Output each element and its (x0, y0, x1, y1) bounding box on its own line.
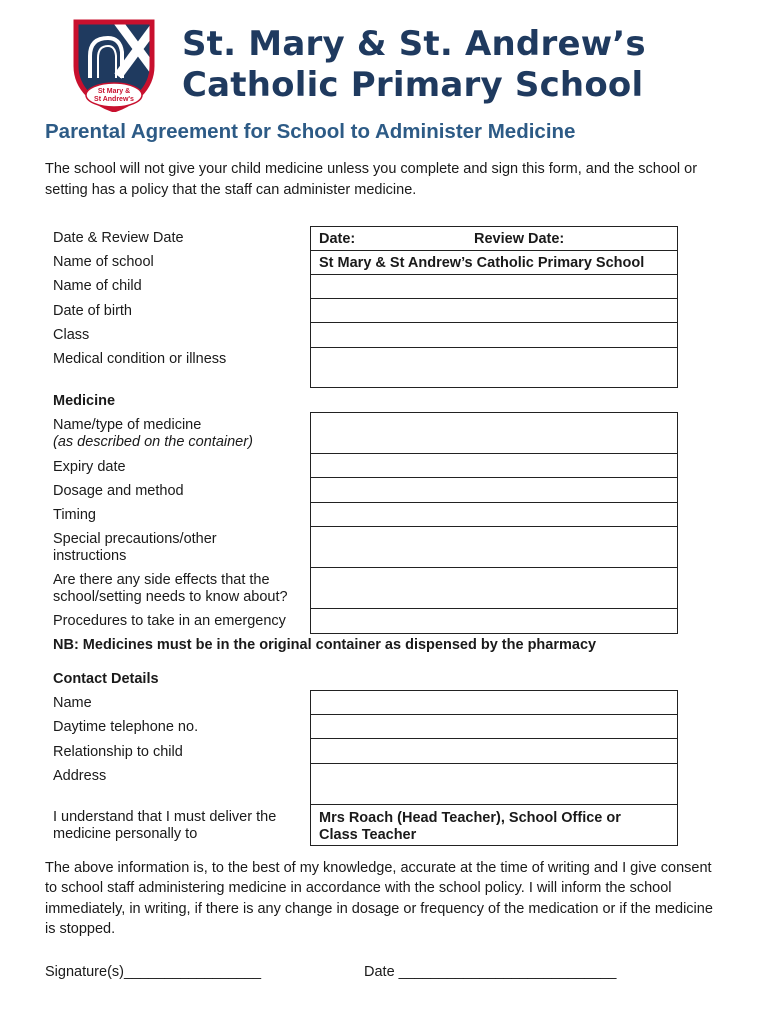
phone-label: Daytime telephone no. (53, 719, 199, 735)
declaration-text: The above information is, to the best of my knowledge, accurate at the time of writing and I give consent to school staff administering medicine in accordance with the school policy. I will inform the school immediately, in writing, if there is any change in dosage or frequency of the medication or if the medicine is stopped. (45, 860, 713, 937)
timing-field[interactable] (310, 502, 678, 527)
date-review-field[interactable] (310, 226, 678, 251)
deliver-to-field (310, 804, 678, 846)
relationship-field[interactable] (310, 738, 678, 764)
address-label: Address (53, 768, 107, 784)
school-name (182, 24, 646, 106)
condition-label: Medical condition or illness (53, 351, 227, 367)
date-box-label: Date: (319, 231, 356, 247)
deliver-label-1: I understand that I must deliver the (53, 809, 277, 825)
school-crest (68, 16, 160, 112)
form-title: Parental Agreement for School to Administer Medicine (45, 120, 576, 143)
school-name-value: St Mary & St Andrew’s Catholic Primary School (319, 255, 645, 271)
dosage-label: Dosage and method (53, 483, 184, 499)
review-date-box-label: Review Date: (474, 231, 565, 247)
school-name-line-2: Catholic Primary School (182, 65, 644, 105)
child-name-field[interactable] (310, 274, 678, 299)
dob-field[interactable] (310, 298, 678, 323)
medicine-heading: Medicine (53, 393, 116, 409)
svg-text:St Andrew's: St Andrew's (94, 96, 134, 103)
timing-label: Timing (53, 507, 96, 523)
expiry-field[interactable] (310, 453, 678, 478)
procedures-field[interactable] (310, 608, 678, 634)
class-field[interactable] (310, 322, 678, 348)
dob-label: Date of birth (53, 303, 132, 319)
dosage-field[interactable] (310, 477, 678, 503)
deliver-value-2: Class Teacher (319, 827, 417, 843)
school-name-field[interactable] (310, 250, 678, 275)
precautions-label-2: instructions (53, 548, 127, 564)
date-review-label: Date & Review Date (53, 230, 184, 246)
side-effects-label-1: Are there any side effects that the (53, 572, 270, 588)
expiry-label: Expiry date (53, 459, 126, 475)
nb-note: NB: Medicines must be in the original container as dispensed by the pharmacy (53, 637, 597, 653)
contact-heading: Contact Details (53, 671, 159, 687)
precautions-field[interactable] (310, 526, 678, 568)
signature-line[interactable]: Signature(s)_________________ (45, 964, 262, 980)
school-name-line-1: St. Mary & St. Andrew’s (182, 24, 646, 64)
class-label: Class (53, 327, 90, 343)
contact-name-label: Name (53, 695, 92, 711)
relationship-label: Relationship to child (53, 744, 183, 760)
child-name-label: Name of child (53, 278, 142, 294)
phone-field[interactable] (310, 714, 678, 739)
deliver-value-1: Mrs Roach (Head Teacher), School Office or (319, 810, 621, 826)
deliver-label-2: medicine personally to (53, 826, 198, 842)
form-intro: The school will not give your child medicine unless you complete and sign this form, and the school or setting has a policy that the staff can administer medicine. (45, 161, 698, 198)
side-effects-label-2: school/setting needs to know about? (53, 589, 288, 605)
medicine-name-note: (as described on the container) (53, 434, 253, 450)
contact-name-field[interactable] (310, 690, 678, 715)
school-name-label: Name of school (53, 254, 154, 270)
svg-text:St Mary &: St Mary & (97, 88, 131, 95)
precautions-label-1: Special precautions/other (53, 531, 217, 547)
medicine-name-label: Name/type of medicine (53, 417, 202, 433)
address-field[interactable] (310, 763, 678, 805)
medicine-name-field[interactable] (310, 412, 678, 454)
procedures-label: Procedures to take in an emergency (53, 613, 286, 629)
condition-field[interactable] (310, 347, 678, 388)
date-line[interactable]: Date ___________________________ (364, 964, 617, 980)
side-effects-field[interactable] (310, 567, 678, 609)
